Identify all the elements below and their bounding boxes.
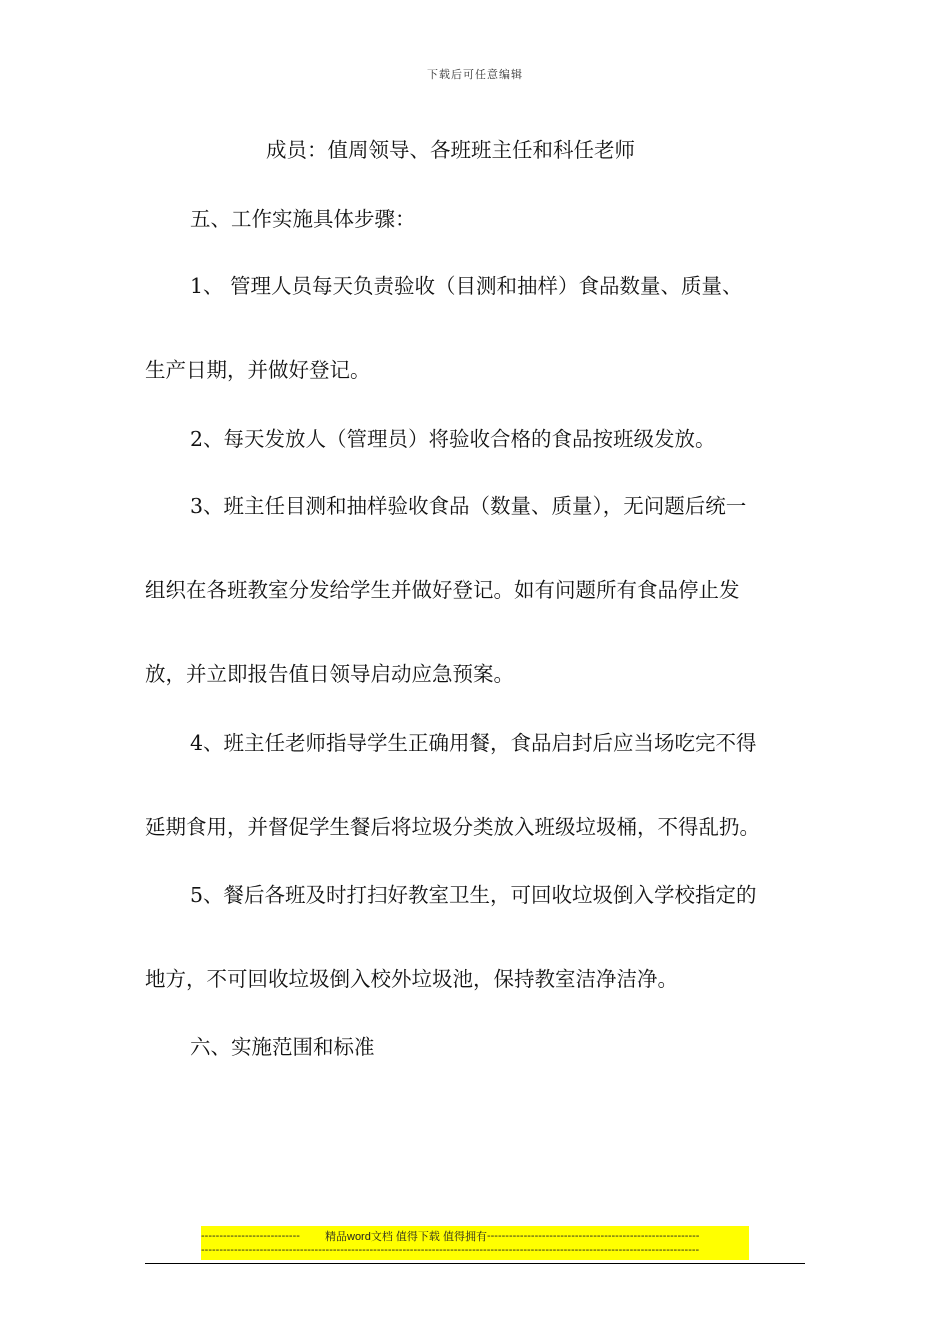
footer-dashes-right: ---------------------------------------------------------- xyxy=(486,1230,700,1242)
footer-banner-row-1 xyxy=(201,1228,749,1244)
members-line: 成员：值周领导、各班班主任和科任老师 xyxy=(266,138,635,162)
step-3-line-1: 3、班主任目测和抽样验收食品（数量、质量），无问题后统一 xyxy=(190,494,747,518)
step-3-line-2: 组织在各班教室分发给学生并做好登记。如有问题所有食品停止发 xyxy=(145,578,740,602)
footer-banner xyxy=(201,1226,749,1260)
step-1-line-1: 1、 管理人员每天负责验收（目测和抽样）食品数量、质量、 xyxy=(190,274,743,298)
footer-banner-text: 精品word文档 值得下载 值得拥有 xyxy=(325,1231,487,1243)
step-5-line-1: 5、餐后各班及时打扫好教室卫生，可回收垃圾倒入学校指定的 xyxy=(190,883,757,907)
footer-dashes-left: --------------------------- xyxy=(201,1230,300,1242)
step-4-line-2: 延期食用，并督促学生餐后将垃圾分类放入班级垃圾桶，不得乱扔。 xyxy=(145,815,760,839)
section-5-title: 五、工作实施具体步骤： xyxy=(190,207,416,231)
step-1-line-2: 生产日期，并做好登记。 xyxy=(145,358,371,382)
step-4-line-1: 4、班主任老师指导学生正确用餐，食品启封后应当场吃完不得 xyxy=(190,731,757,755)
step-3-line-3: 放，并立即报告值日领导启动应急预案。 xyxy=(145,662,514,686)
step-5-line-2: 地方，不可回收垃圾倒入校外垃圾池，保持教室洁净洁净。 xyxy=(145,967,678,991)
step-2-line-1: 2、每天发放人（管理员）将验收合格的食品按班级发放。 xyxy=(190,427,716,451)
footer-divider xyxy=(145,1263,805,1264)
page-header: 下载后可任意编辑 xyxy=(427,68,523,81)
footer-dashes-row-2: ---------------------------------------------------------------------------------------------------------------------------------------- xyxy=(201,1244,700,1256)
section-6-title: 六、实施范围和标准 xyxy=(190,1035,375,1059)
